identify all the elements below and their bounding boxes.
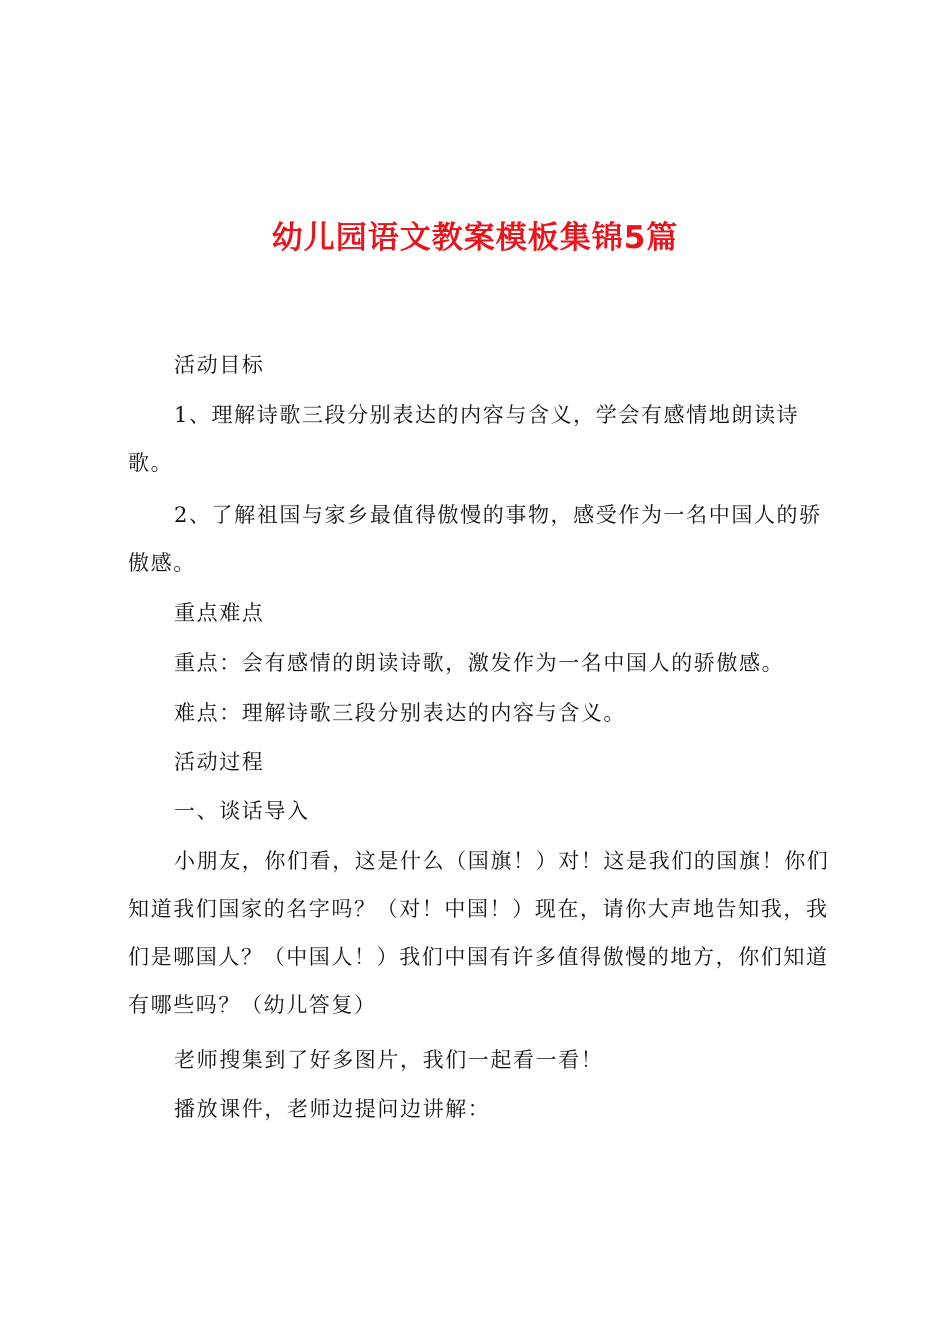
document-title: 幼儿园语文教案模板集锦5篇 — [271, 220, 679, 256]
courseware-paragraph: 播放课件，老师边提问边讲解： — [174, 1097, 491, 1121]
section-heading-process: 活动过程 — [174, 750, 265, 774]
goal-item-1: 1、理解诗歌三段分别表达的内容与含义，学会有感情地朗读诗歌。 — [128, 403, 800, 475]
intro-dialogue-paragraph: 小朋友，你们看，这是什么（国旗！）对！这是我们的国旗！你们知道我们国家的名字吗？（对！中国！）现在，请你大声地告知我，我们是哪国人？（中国人！）我们中国有许多值得傲慢的地方，你们知道有哪些吗？（幼儿答复） — [128, 849, 830, 1017]
section-heading-key-points: 重点难点 — [174, 601, 265, 625]
goal-item-2: 2、了解祖国与家乡最值得傲慢的事物，感受作为一名中国人的骄傲感。 — [128, 503, 822, 575]
teacher-pictures-paragraph: 老师搜集到了好多图片，我们一起看一看！ — [174, 1048, 604, 1072]
key-point-paragraph: 重点：会有感情的朗读诗歌，激发作为一名中国人的骄傲感。 — [174, 651, 785, 675]
subsection-heading-intro: 一、谈话导入 — [174, 799, 310, 823]
section-heading-goals: 活动目标 — [174, 353, 265, 377]
difficulty-paragraph: 难点：理解诗歌三段分别表达的内容与含义。 — [174, 701, 626, 725]
